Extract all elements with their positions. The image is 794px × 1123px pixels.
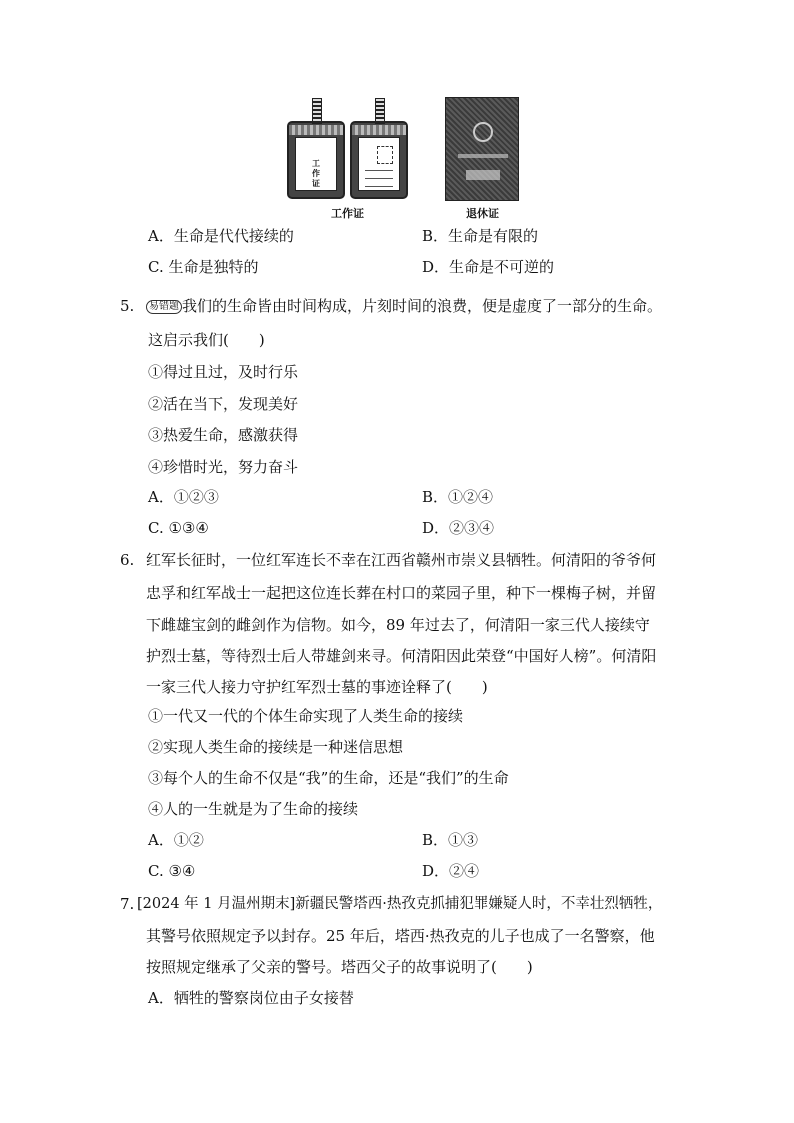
q6-stem-line-3: 下雌雄宝剑的雌剑作为信物。如今，89 年过去了，何清阳一家三代人接续守 [146, 616, 650, 634]
q5-option-a: A．①②③ [148, 488, 219, 506]
q5-item-1: ①得过且过，及时行乐 [148, 363, 299, 381]
caption-retirement-certificate: 退休证 [466, 207, 499, 220]
caption-work-certificate: 工作证 [331, 207, 364, 220]
q6-number: 6. [120, 551, 135, 569]
q7-stem-line-3: 按照规定继承了父亲的警号。塔西父子的故事说明了( ) [146, 958, 533, 976]
q5-item-3: ③热爱生命，感激获得 [148, 426, 299, 444]
q5-item-2: ②活在当下，发现美好 [148, 395, 299, 413]
error-prone-tag: 易错题 [146, 300, 182, 314]
q5-stem-line-2: 这启示我们( ) [148, 331, 265, 349]
q7-stem-line-2: 其警号依照规定予以封存。25 年后，塔西·热孜克的儿子也成了一名警察，他 [146, 927, 655, 945]
photo-placeholder-icon [377, 146, 393, 164]
q6-option-d: D．②④ [422, 862, 480, 880]
q6-option-a: A．①② [148, 831, 204, 849]
q5-number: 5. [120, 297, 135, 315]
q6-stem-line-4: 护烈士墓，等待烈士后人带雄剑来寻。何清阳因此荣登“中国好人榜”。何清阳 [146, 647, 657, 665]
q4-option-b: B．生命是有限的 [422, 227, 539, 245]
q6-stem-line-5: 一家三代人接力守护红军烈士墓的事迹诠释了( ) [146, 678, 488, 696]
q6-stem-line-2: 忠孚和红军战士一起把这位连长葬在村口的菜园子里，种下一棵梅子树，并留 [146, 584, 657, 602]
work-badge-back [350, 121, 408, 199]
badge-clip-icon [312, 98, 322, 124]
q6-item-4: ④人的一生就是为了生命的接续 [148, 800, 359, 818]
q6-item-2: ②实现人类生命的接续是一种迷信思想 [148, 738, 404, 756]
q5-option-b: B．①②④ [422, 488, 494, 506]
q7-option-a: A．牺牲的警察岗位由子女接替 [148, 989, 354, 1007]
q5-option-d: D．②③④ [422, 519, 495, 537]
q6-option-c: C. ③④ [148, 862, 196, 880]
q6-item-1: ①一代又一代的个体生命实现了人类生命的接续 [148, 707, 464, 725]
retirement-certificate-image [445, 97, 519, 201]
q6-option-b: B．①③ [422, 831, 479, 849]
q6-item-3: ③每个人的生命不仅是“我”的生命，还是“我们”的生命 [148, 769, 509, 787]
q4-option-d: D．生命是不可逆的 [422, 258, 555, 276]
badge-clip-icon [375, 98, 385, 124]
q7-stem-line-1: [2024 年 1 月温州期末]新疆民警塔西·热孜克抓捕犯罪嫌疑人时，不幸壮烈牺牲， [137, 896, 663, 912]
q5-item-4: ④珍惜时光，努力奋斗 [148, 458, 299, 476]
q5-option-c: C. ①③④ [148, 519, 209, 537]
badge-title: 工 作 证 [312, 158, 320, 188]
q6-stem-line-1: 红军长征时，一位红军连长不幸在江西省赣州市崇义县牺牲。何清阳的爷爷何 [146, 551, 657, 569]
q5-stem-line-1: 易错题 我们的生命皆由时间构成，片刻时间的浪费，便是虚度了一部分的生命。 [146, 296, 662, 316]
q4-option-a: A．生命是代代接续的 [148, 227, 294, 245]
q7-number: 7. [120, 895, 135, 913]
work-badge-front [287, 121, 345, 199]
q4-option-c: C. 生命是独特的 [148, 258, 259, 276]
national-emblem-icon [473, 122, 493, 142]
